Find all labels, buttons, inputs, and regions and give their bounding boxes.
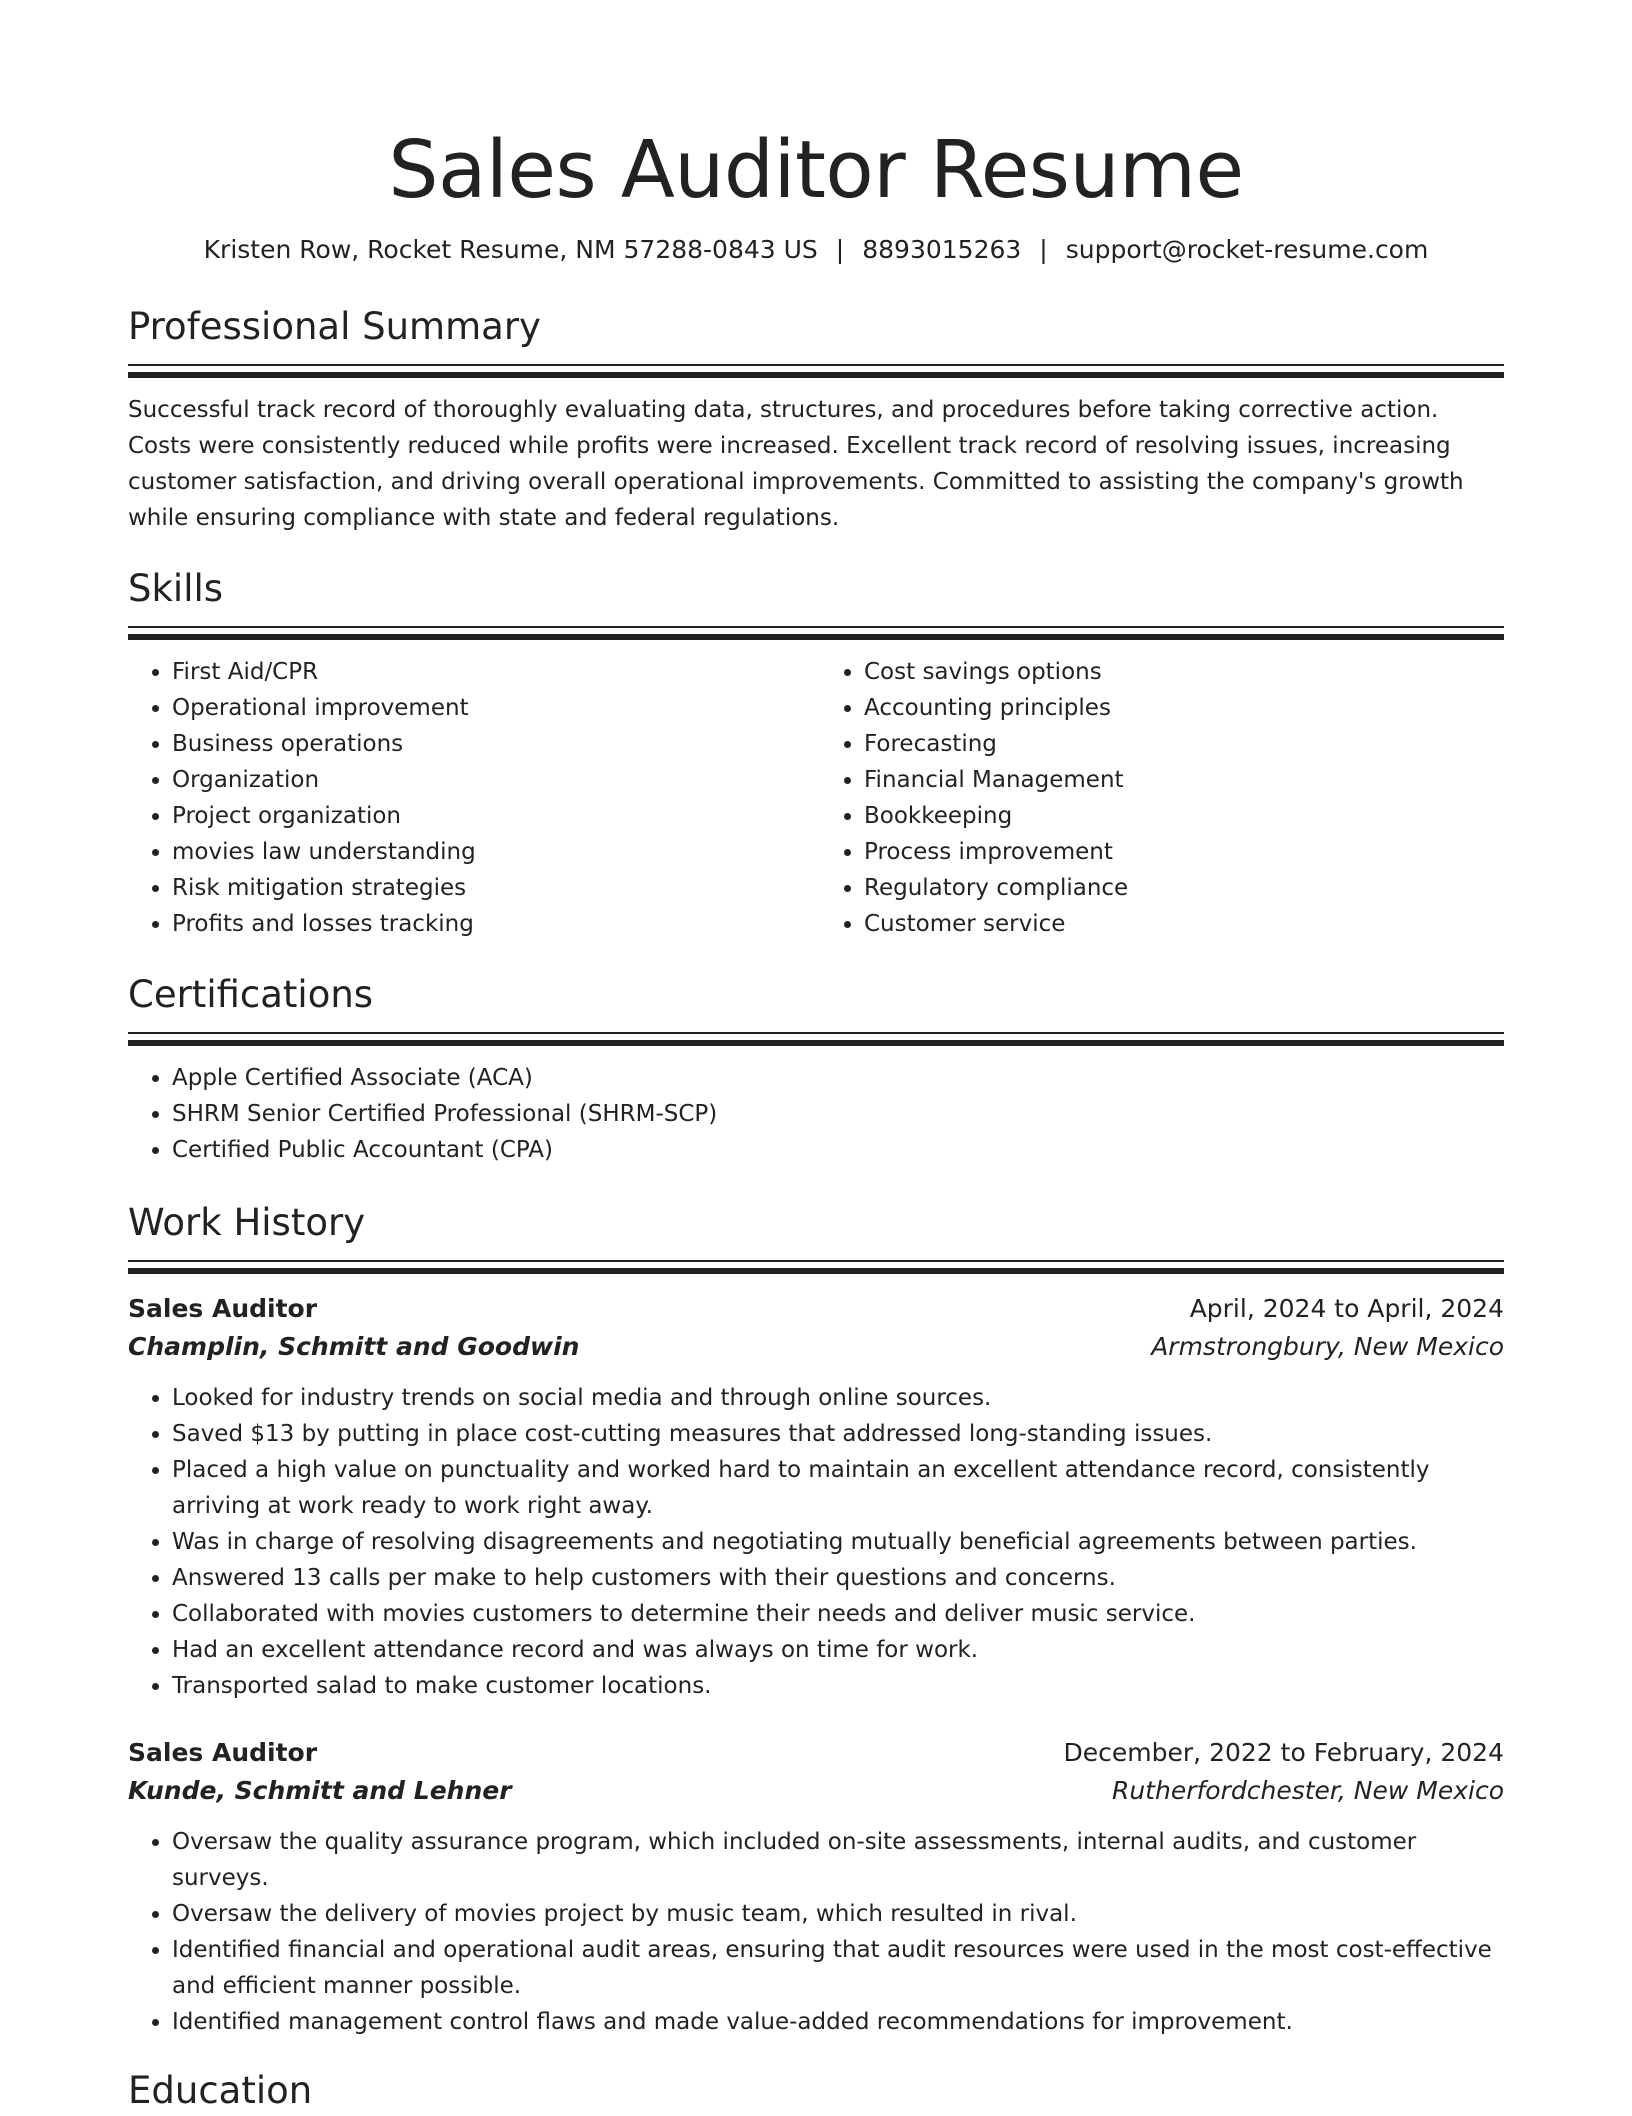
- job-dates: April, 2024 to April, 2024: [1189, 1294, 1504, 1323]
- job-dates: December, 2022 to February, 2024: [1063, 1738, 1504, 1767]
- skill-item: • Risk mitigation strategies: [172, 870, 816, 906]
- resume-title: Sales Auditor Resume: [388, 124, 1244, 216]
- education-section: [128, 2066, 1504, 2116]
- job-bullet: • Oversaw the quality assurance program, which included on-site assessments, internal audits, and customer surveys.: [172, 1824, 1504, 1896]
- skill-item: • Bookkeeping: [864, 798, 1504, 834]
- job-bullet: • Answered 13 calls per make to help customers with their questions and concerns.: [172, 1560, 1504, 1596]
- job-bullet: • Was in charge of resolving disagreements and negotiating mutually beneficial agreements between parties.: [172, 1524, 1504, 1560]
- job-bullets: [128, 1380, 1504, 1704]
- skill-item: • Process improvement: [864, 834, 1504, 870]
- section-heading-certifications: Certifications: [128, 973, 374, 1016]
- job-bullets: [128, 1824, 1504, 2040]
- skill-item: • Organization: [172, 762, 816, 798]
- skills-columns: [128, 654, 1504, 942]
- skill-item: • Operational improvement: [172, 690, 816, 726]
- summary-text: Successful track record of thoroughly evaluating data, structures, and procedures before taking corrective action. Costs were consistently reduced while profits were increased. Excellent track record of resolving issues, increasing customer satisfaction, and driving overall operational improvements. Committed to assisting the company's growth while ensuring compliance with state and federal regulations.: [128, 397, 1464, 531]
- section-divider-thick: [128, 372, 1504, 378]
- contact-separator: |: [835, 235, 845, 264]
- job-title: Sales Auditor: [128, 1294, 318, 1323]
- contact-address: Kristen Row, Rocket Resume, NM 57288-0843 US: [203, 235, 818, 264]
- job-location: Rutherfordchester, New Mexico: [1111, 1776, 1504, 1805]
- section-heading-skills: Skills: [128, 567, 224, 610]
- contact-email: support@rocket-resume.com: [1065, 235, 1429, 264]
- job-bullet: • Identified management control flaws and made value-added recommendations for improvement.: [172, 2004, 1504, 2040]
- skill-item: • Cost savings options: [864, 654, 1504, 690]
- job-bullet: • Oversaw the delivery of movies project by music team, which resulted in rival.: [172, 1896, 1504, 1932]
- job-header-row: [128, 1290, 1504, 1328]
- section-divider: [128, 364, 1504, 366]
- job-entry: [128, 1290, 1504, 1704]
- section-divider: [128, 626, 1504, 628]
- contact-separator: |: [1039, 235, 1048, 264]
- skill-item: • Accounting principles: [864, 690, 1504, 726]
- section-divider-thick: [128, 634, 1504, 640]
- job-bullet: • Saved $13 by putting in place cost-cutting measures that addressed long-standing issues.: [172, 1416, 1504, 1452]
- certification-item: • Certified Public Accountant (CPA): [172, 1132, 1504, 1168]
- work-history-section: [128, 1198, 1504, 2040]
- certifications-section: [128, 970, 1504, 1168]
- job-entry: [128, 1734, 1504, 2040]
- skills-list-right: [816, 654, 1504, 942]
- skill-item: • movies law understanding: [172, 834, 816, 870]
- skills-section: [128, 564, 1504, 942]
- job-company-row: [128, 1328, 1504, 1366]
- section-divider-thick: [128, 1040, 1504, 1046]
- section-heading-summary: Professional Summary: [128, 305, 541, 348]
- job-company-row: [128, 1772, 1504, 1810]
- section-divider-thick: [128, 1268, 1504, 1274]
- certification-item: • SHRM Senior Certified Professional (SHRM-SCP): [172, 1096, 1504, 1132]
- skill-item: • Financial Management: [864, 762, 1504, 798]
- certifications-list: [128, 1060, 1504, 1168]
- certification-item: • Apple Certified Associate (ACA): [172, 1060, 1504, 1096]
- job-header-row: [128, 1734, 1504, 1772]
- contact-phone: 8893015263: [862, 235, 1022, 264]
- job-location: Armstrongbury, New Mexico: [1151, 1332, 1504, 1361]
- summary-section: [128, 302, 1504, 536]
- skill-item: • Business operations: [172, 726, 816, 762]
- resume-page: [128, 0, 1504, 2116]
- contact-line: [128, 232, 1504, 268]
- job-company: Kunde, Schmitt and Lehner: [128, 1776, 512, 1805]
- section-divider: [128, 1032, 1504, 1034]
- skill-item: • First Aid/CPR: [172, 654, 816, 690]
- job-bullet: • Identified financial and operational audit areas, ensuring that audit resources were used in the most cost-effective and efficient manner possible.: [172, 1932, 1504, 2004]
- skill-item: • Project organization: [172, 798, 816, 834]
- section-divider: [128, 1260, 1504, 1262]
- job-bullet: • Collaborated with movies customers to determine their needs and deliver music service.: [172, 1596, 1504, 1632]
- job-bullet: • Transported salad to make customer locations.: [172, 1668, 1504, 1704]
- skill-item: • Forecasting: [864, 726, 1504, 762]
- section-heading-education: Education: [128, 2069, 313, 2112]
- job-company: Champlin, Schmitt and Goodwin: [128, 1332, 580, 1361]
- job-bullet: • Had an excellent attendance record and was always on time for work.: [172, 1632, 1504, 1668]
- job-bullet: • Looked for industry trends on social media and through online sources.: [172, 1380, 1504, 1416]
- skill-item: • Regulatory compliance: [864, 870, 1504, 906]
- skill-item: • Profits and losses tracking: [172, 906, 816, 942]
- skills-list-left: [128, 654, 816, 942]
- section-heading-work-history: Work History: [128, 1201, 366, 1244]
- job-bullet: • Placed a high value on punctuality and worked hard to maintain an excellent attendance record, consistently arriving at work ready to work right away.: [172, 1452, 1504, 1524]
- job-title: Sales Auditor: [128, 1738, 318, 1767]
- skill-item: • Customer service: [864, 906, 1504, 942]
